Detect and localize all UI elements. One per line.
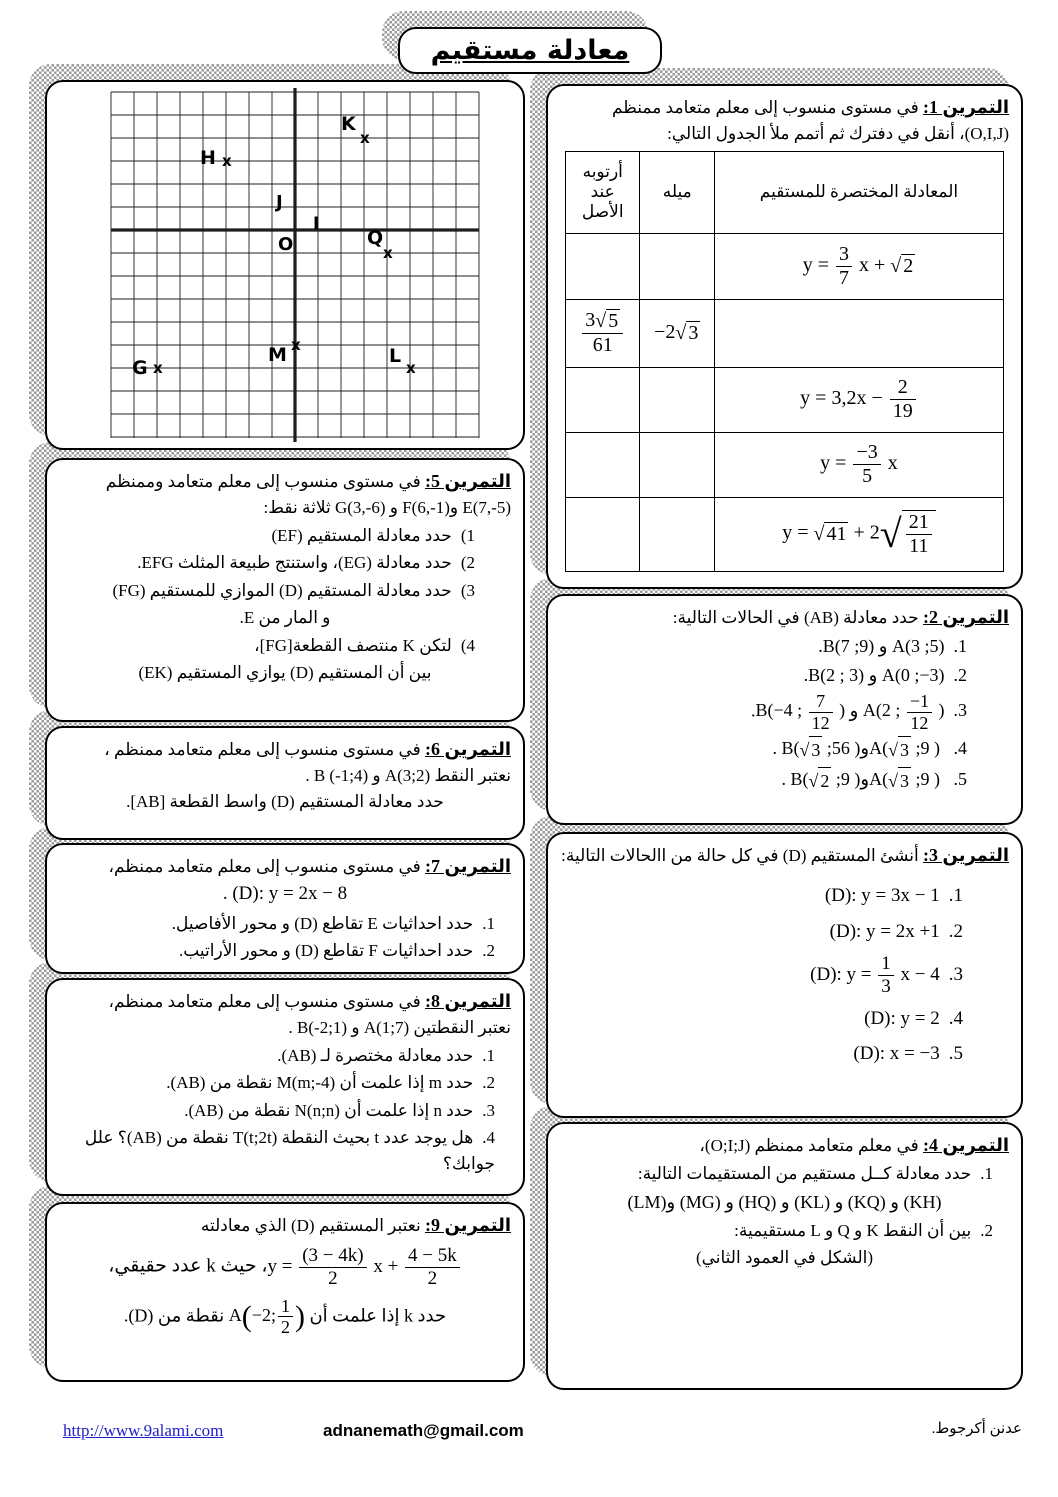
sqrt-icon: √ — [890, 255, 902, 277]
coordinate-grid-box — [45, 80, 525, 450]
point-label-K: K — [341, 113, 356, 135]
list-item: 4.هل يوجد عدد ⁦t⁩ بحيث النقطة ⁦T(t;2t)⁩ نقطة من ⁦(AB)⁩؟ علل جوابك؟ — [84, 1128, 495, 1173]
point-marker-G: x — [153, 359, 163, 377]
exercise-8-label: التمرين 8: — [425, 991, 511, 1011]
list-item: 2.⁦A(0 ;−3)⁩ و ⁦B(2 ; 3)⁩. — [803, 665, 967, 685]
table-header-row — [566, 151, 1004, 233]
list-item: 3.(D): y = $\frac{1}{3}$ x − 4 — [810, 953, 963, 997]
item-number: 1. — [948, 885, 963, 906]
y-unit-label: J — [276, 192, 283, 213]
exercise-3-header: التمرين 3: أنشئ المستقيم ⁦(D)⁩ في كل حالة من االحالات التالية: — [561, 845, 1009, 865]
sqrt-icon: √ — [675, 322, 687, 345]
sqrt-icon: √ — [799, 740, 810, 761]
list-item: 4.A( √ 3 ;9 ) و B( √ 3 ;56 ). — [560, 735, 1009, 764]
item-number: 1. — [482, 1045, 495, 1065]
list-item: 3.حدد ⁦n⁩ إذا علمت أن ⁦N(n;n)⁩ نقطة من ⁦(AB)⁩. — [184, 1100, 495, 1120]
column-header-equation: المعادلة المختصرة للمستقيم — [714, 151, 1003, 233]
table-row — [566, 233, 1004, 299]
sqrt-icon: √ — [595, 310, 607, 333]
item-number: 2. — [948, 920, 963, 942]
exercise-3-label: التمرين 3: — [923, 845, 1009, 865]
item-number: 3) — [460, 580, 475, 600]
exercise-1-table — [565, 151, 1004, 572]
exercise-2-box — [546, 594, 1023, 825]
exercise-1-label: التمرين 1: — [923, 97, 1009, 117]
item-number: 2. — [953, 665, 967, 685]
item-number: 3. — [482, 1100, 495, 1120]
equation-cell: y = $\frac{-3}{5}$ x — [714, 432, 1003, 497]
sqrt-icon: √ — [808, 771, 819, 792]
point-label-M: M — [268, 344, 287, 366]
list-item: 1.حدد معادلة مختصرة لـ ⁦(AB)⁩. — [277, 1045, 495, 1065]
website-link[interactable]: http://www.9alami.com — [63, 1421, 224, 1440]
list-item: 4.(D): y = 2 — [864, 1007, 963, 1029]
intercept-cell — [566, 367, 640, 432]
sqrt-icon: √ — [888, 771, 898, 792]
item-number: 2) — [460, 553, 475, 572]
table-row — [566, 367, 1004, 432]
email-text: adnanemath@gmail.com — [323, 1421, 524, 1440]
sqrt-icon: √ — [888, 740, 898, 761]
equation-cell: y = 3,2x − $\frac{2}{19}$ — [714, 367, 1003, 432]
slope-cell — [640, 233, 714, 299]
exercise-4-label: التمرين 4: — [923, 1135, 1009, 1155]
exercise-2-header: التمرين 2: حدد معادلة ⁦(AB)⁩ في الحالات التالية: — [672, 607, 1009, 627]
item-number: 1. — [482, 913, 495, 933]
exercise-9-header: التمرين 9: نعتبر المستقيم ⁦(D)⁩ الذي معادلته — [200, 1215, 511, 1235]
list-item: 1.⁦A(3 ;5)⁩ و ⁦B(7 ;9)⁩. — [818, 636, 967, 656]
exercise-6-box — [45, 726, 525, 840]
point-label-L: L — [389, 345, 402, 367]
list-item: 3.A(2 ; $\frac{-1}{12}$ ) و B(−4 ; $\frac{7}{12}$ ). — [750, 691, 967, 733]
slope-cell — [640, 497, 714, 571]
exercise-7-label: التمرين 7: — [425, 856, 511, 876]
intercept-cell: 3 √ 5 61 — [566, 299, 640, 367]
exercise-6-line: نعتبر النقط ⁦A(3;2)⁩ و ⁦B (-1;4)⁩ . — [305, 766, 511, 785]
exercise-7-equation: (D): y = 2x − 8 . — [222, 883, 348, 904]
item-number: 5. — [948, 1043, 963, 1065]
exercise-1-header — [560, 94, 1009, 147]
point-marker-H: x — [222, 152, 232, 170]
table-row — [566, 497, 1004, 571]
exercise-6-header: التمرين 6: في مستوى منسوب إلى معلم متعامد ممنظم ، — [104, 739, 511, 759]
slope-cell — [640, 432, 714, 497]
sqrt-icon: √ — [813, 523, 825, 545]
column-header-slope: ميله — [640, 151, 714, 233]
exercise-5-header: التمرين 5: في مستوى منسوب إلى معلم متعامد وممنظم — [105, 471, 511, 491]
list-item: 2.حدد ⁦m⁩ إذا علمت أن ⁦M(m;-4)⁩ نقطة من ⁦(AB)⁩. — [166, 1073, 495, 1092]
intercept-cell — [566, 233, 640, 299]
exercise-7-box — [45, 843, 525, 974]
list-item: 3)حدد معادلة المستقيم ⁦(D)⁩ الموازي للمستقيم ⁦(FG)⁩ — [112, 580, 475, 600]
list-item: 4)لتكن ⁦K⁩ منتصف القطعة⁦[FG]⁩، — [254, 635, 475, 655]
exercise-6-line: حدد معادلة المستقيم ⁦(D)⁩ واسط القطعة ⁦[AB]⁩. — [126, 791, 444, 811]
exercise-3-box — [546, 832, 1023, 1118]
item-number: 2. — [482, 941, 495, 960]
lines-list: ⁦(KH)⁩ و ⁦(KQ)⁩ و ⁦(KL)⁩ و ⁦(HQ)⁩ و ⁦(MG)⁩ و⁦(LM)⁩ — [627, 1191, 942, 1212]
point-label-H: H — [200, 147, 216, 169]
list-item: 2)حدد معادلة ⁦(EG)⁩، واستنتج طبيعة المثلث ⁦EFG⁩. — [137, 553, 475, 572]
item-number: 4. — [482, 1128, 495, 1147]
item-number: 4. — [948, 1007, 963, 1029]
exercise-5-points: ⁦E(7,-5)⁩ و⁦F(6,-1)⁩ و ⁦G(3,-6)⁩ ثلاثة نقط: — [263, 498, 511, 517]
exercise-4-box — [546, 1122, 1023, 1390]
exercise-5-box — [45, 458, 525, 722]
exercise-9-equation: y = $\frac{(3 - 4k)}{2}$ x + $\frac{4 - 5k}{2}$ ، حيث ⁦k⁩ عدد حقيقي، — [59, 1245, 511, 1290]
exercise-1-box — [546, 84, 1023, 589]
equation-cell: y = √ 41 + 2 √ $\frac{21}{11}$ — [714, 497, 1003, 571]
intercept-cell — [566, 432, 640, 497]
list-item: 1.(D): y = 3x − 1 — [824, 885, 963, 906]
table-row — [566, 299, 1004, 367]
page-title: معادلة مستقيم — [430, 35, 630, 66]
item-number: 1. — [953, 636, 967, 656]
exercise-6-label: التمرين 6: — [425, 739, 511, 759]
sqrt-icon: √ — [879, 511, 902, 556]
exercise-9-label: التمرين 9: — [425, 1215, 511, 1235]
point-marker-Q: x — [383, 244, 393, 262]
exercise-8-box — [45, 978, 525, 1196]
left-paren: ( — [241, 1299, 252, 1333]
slope-cell — [640, 367, 714, 432]
exercise-5-label: التمرين 5: — [425, 471, 511, 491]
list-item: 1)حدد معادلة المستقيم ⁦(EF)⁩ — [271, 525, 475, 545]
table-row — [566, 432, 1004, 497]
exercise-8-line: نعتبر النقطتين ⁦A(1;7)⁩ و ⁦B(-2;1)⁩ . — [288, 1018, 511, 1037]
list-item: 1.حدد معادلة كــل مستقيم من المستقيمات التالية: — [637, 1164, 993, 1183]
right-paren: ) — [294, 1299, 305, 1333]
exercise-1-intro: في مستوى منسوب إلى معلم متعامد ممنظم ⁦(O,I,J)⁩، أنقل في دفترك ثم أتمم ملأ الجدول التالي: — [611, 98, 1009, 143]
exercise-7-header: التمرين 7: في مستوى منسوب إلى معلم متعامد ممنظم، — [108, 856, 511, 876]
list-item-continuation: و المار من ⁦E⁩. — [239, 608, 331, 627]
list-item-continuation: (الشكل في العمود الثاني) — [695, 1248, 874, 1267]
item-number: 4) — [460, 635, 475, 655]
point-marker-M: x — [291, 336, 301, 354]
list-item: 5.A( √ 3 ;9 ) و B( √ 2 ;9 ). — [560, 766, 1009, 795]
point-marker-K: x — [360, 129, 370, 147]
point-label-Q: Q — [367, 227, 384, 249]
list-item: 2.بين أن النقط ⁦K⁩ و ⁦Q⁩ و ⁦L⁩ مستقيمية: — [734, 1220, 993, 1240]
intercept-cell — [566, 497, 640, 571]
list-item-continuation: بين أن المستقيم ⁦(D)⁩ يوازي المستقيم ⁦(EK)⁩ — [138, 663, 432, 682]
item-number: 2. — [482, 1073, 495, 1092]
exercise-9-question: حدد ⁦k⁩ إذا علمت أن A(−2; $\frac{1}{2}$ ) نقطة من ⁦(D)⁩. — [123, 1295, 447, 1338]
item-number: 2. — [980, 1220, 993, 1240]
point-label-G: G — [132, 357, 148, 379]
equation-cell: y = $\frac{3}{7}$ x + √ 2 — [714, 233, 1003, 299]
equation-cell — [714, 299, 1003, 367]
x-unit-label: I — [313, 214, 320, 234]
list-item: 2.حدد احداثيات ⁦F⁩ تقاطع ⁦(D)⁩ و محور الأراتيب. — [178, 941, 495, 960]
item-number: 1) — [460, 525, 475, 545]
list-item: 1.حدد احداثيات ⁦E⁩ تقاطع ⁦(D)⁩ و محور الأفاصيل. — [171, 913, 495, 933]
item-number: 4. — [953, 738, 967, 759]
item-number: 3. — [953, 700, 967, 721]
coordinate-grid — [47, 82, 522, 447]
item-number: 3. — [948, 963, 963, 985]
author-name: عدنن أكرجوط. — [931, 1421, 1022, 1437]
list-item: 2.(D): y = 2x +1 — [829, 920, 963, 942]
point-marker-L: x — [406, 359, 416, 377]
item-number: 5. — [953, 769, 967, 790]
exercise-9-box — [45, 1202, 525, 1382]
exercise-2-label: التمرين 2: — [923, 607, 1009, 627]
list-item: 5.(D): x = −3 — [853, 1043, 963, 1065]
slope-cell: −2 √ 3 — [640, 299, 714, 367]
exercise-8-header: التمرين 8: في مستوى منسوب إلى معلم متعامد ممنظم، — [108, 991, 511, 1011]
item-number: 1. — [980, 1164, 993, 1183]
exercise-4-header: التمرين 4: في معلم متعامد ممنظم ⁦(O;I;J)⁩، — [699, 1135, 1009, 1155]
origin-label: O — [278, 234, 294, 255]
worksheet-title-box — [398, 27, 662, 74]
column-header-intercept: أرتوبه عند الأصل — [566, 151, 640, 233]
